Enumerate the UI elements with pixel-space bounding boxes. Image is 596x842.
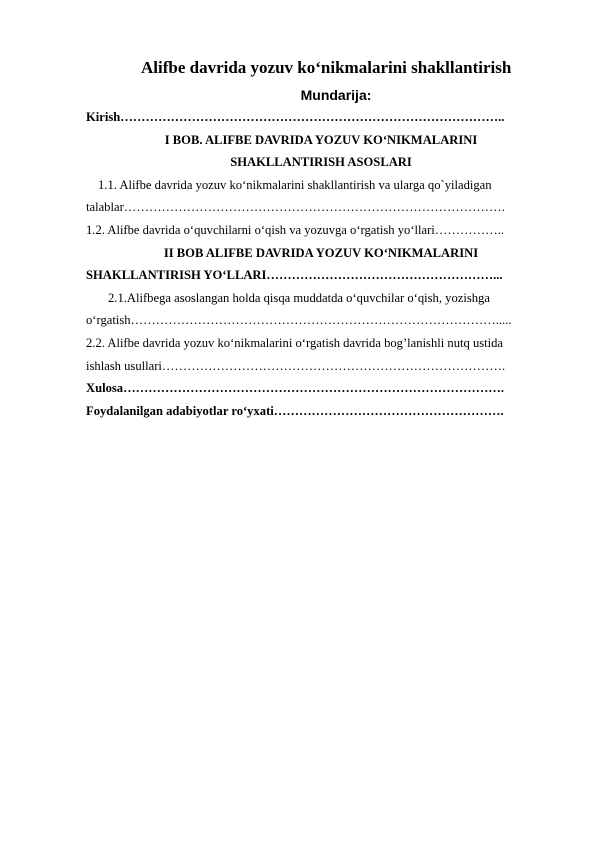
toc-entry-2-1-line-1: 2.1.Alifbega asoslangan holda qisqa muddatda o‘quvchilar o‘qish, yozishga (108, 290, 490, 305)
toc-entry-2-2-line-1: 2.2. Alifbe davrida yozuv ko‘nikmalarini o‘rgatish davrida bog’lanishli nutq ustida (86, 335, 504, 350)
toc-entry-references: Foydalanilgan adabiyotlar ro‘yxati………………………………………………. (86, 403, 504, 418)
document-title: Alifbe davrida yozuv ko‘nikmalarini shakllantirish (141, 58, 512, 77)
toc-entry-2-1-line-2: o‘rgatish……………………………………………………………………………..... (86, 313, 512, 328)
toc-entry-1-1-line-1: 1.1. Alifbe davrida yozuv ko‘nikmalarini shakllantirish va ularga qo`yiladigan (98, 177, 492, 192)
document-page (86, 56, 556, 422)
toc-chapter-1-heading-line-1: I BOB. ALIFBE DAVRIDA YOZUV KO‘NIKMALARINI (164, 132, 478, 147)
toc-chapter-1-heading-line-2: SHAKLLANTIRISH ASOSLARI (230, 155, 412, 170)
toc-entry-introduction: Kirish……………………………………………………………………………….. (86, 110, 505, 124)
toc-entry-conclusion: Xulosa………………………………………………………………………………. (86, 381, 505, 396)
toc-entry-1-2: 1.2. Alifbe davrida o‘quvchilarni o‘qish va yozuvga o‘rgatish yo‘llari…………….. (86, 222, 505, 237)
toc-chapter-2-heading-line-2: SHAKLLANTIRISH YO‘LLARI………………………………………………... (86, 268, 503, 283)
toc-heading: Mundarija: (300, 87, 372, 103)
toc-entry-1-1-line-2: talablar………………………………………………………………………………. (86, 200, 505, 215)
toc-entry-2-2-line-2: ishlash usullari………………………………………………………………………. (86, 358, 506, 373)
toc-chapter-2-heading-line-1: II BOB ALIFBE DAVRIDA YOZUV KO‘NIKMALARINI (163, 245, 479, 260)
